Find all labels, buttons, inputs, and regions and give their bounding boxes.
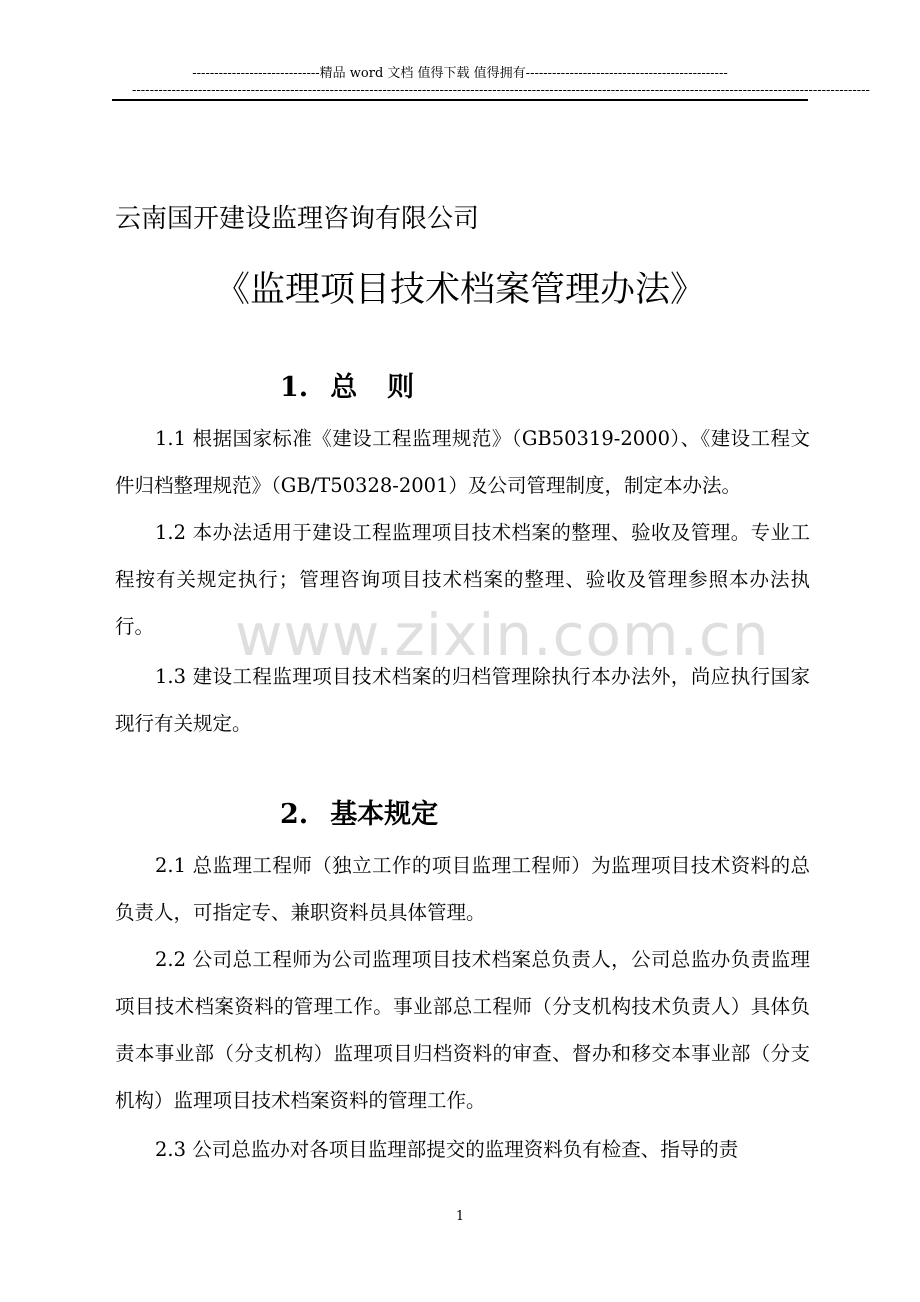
section-title: 基本规定 [330, 799, 439, 830]
header-rule [112, 99, 808, 101]
paragraph-2-3: 2.3 公司总监办对各项目监理部提交的监理资料负有检查、指导的责 [155, 1138, 739, 1161]
watermark: www.zixin.com.cn [235, 601, 770, 669]
company-name: 云南国开建设监理咨询有限公司 [115, 204, 480, 234]
paragraph-2-2: 2.2 公司总工程师为公司监理项目技术档案总负责人，公司总监办负责监理项目技术档案资料的管理工作。事业部总工程师（分支机构技术负责人）具体负责本事业部（分支机构）监理项目归档资料的审查、督办和移交本事业部（分支机构）监理项目技术档案资料的管理工作。 [115, 948, 810, 1112]
paragraph-2-1: 2.1 总监理工程师（独立工作的项目监理工程师）为监理项目技术资料的总负责人，可指定专、兼职资料员具体管理。 [115, 854, 810, 924]
page-number: 1 [455, 1209, 465, 1224]
section-heading-2 [280, 797, 438, 833]
section-number: 2. [280, 799, 309, 830]
document-title: 《监理项目技术档案管理办法》 [214, 270, 705, 310]
paragraph-1-3: 1.3 建设工程监理项目技术档案的归档管理除执行本办法外，尚应执行国家现行有关规定。 [115, 665, 810, 735]
paragraph-1-1: 1.1 根据国家标准《建设工程监理规范》（GB50319-2000）、《建设工程文件归档整理规范》（GB/T50328-2001）及公司管理制度，制定本办法。 [115, 427, 810, 497]
section-number: 1. [280, 372, 309, 403]
header-dash-line: ------------------------------------------------------------------------------------------------------------------------------------------------------------------------ [132, 83, 870, 98]
header-banner: -----------------------------精品 word 文档 值得下载 值得拥有---------------------------------------------- [192, 66, 728, 81]
paragraph-1-2: 1.2 本办法适用于建设工程监理项目技术档案的整理、验收及管理。专业工程按有关规定执行；管理咨询项目技术档案的整理、验收及管理参照本办法执行。 [115, 521, 810, 638]
section-heading-1 [280, 370, 444, 406]
section-title: 总则 [330, 372, 445, 403]
